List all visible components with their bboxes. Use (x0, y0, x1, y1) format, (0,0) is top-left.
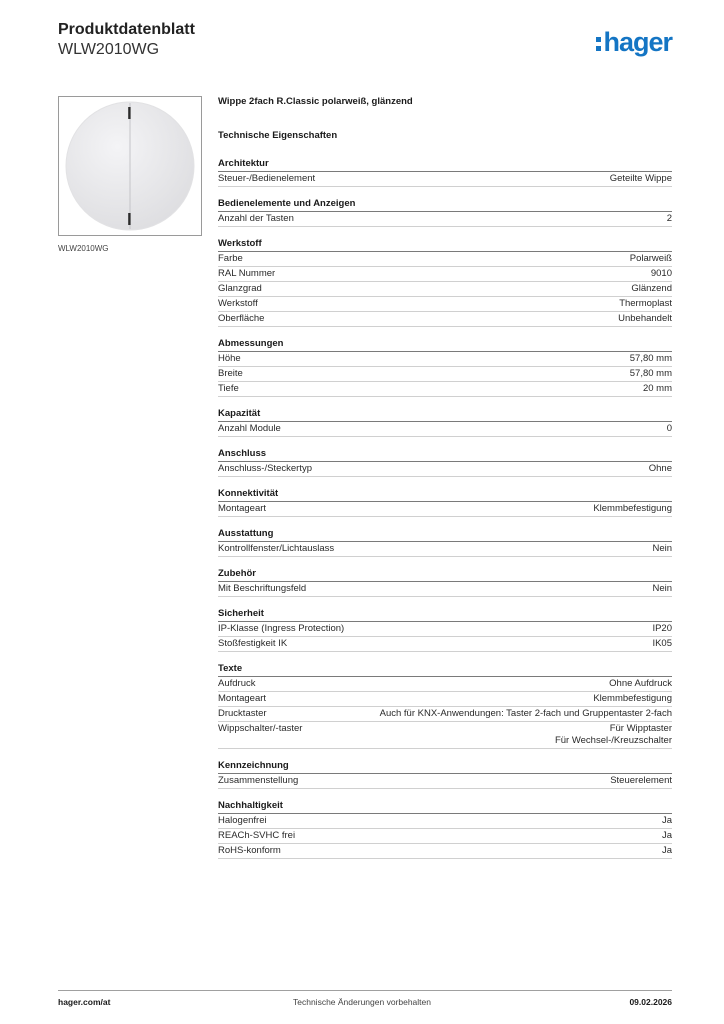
property-value (652, 543, 672, 555)
property-value-line: Für Wechsel-/Kreuzschalter (554, 735, 672, 746)
property-value (610, 775, 672, 787)
property-value-line: 0 (666, 423, 672, 434)
property-row (218, 462, 672, 477)
property-row (218, 312, 672, 327)
property-row (218, 829, 672, 844)
section-title: Nachhaltigkeit (218, 800, 672, 814)
property-row (218, 622, 672, 637)
properties-title: Technische Eigenschaften (218, 130, 338, 141)
property-value-line: IP20 (652, 623, 672, 634)
property-label: Steuer-/Bedienelement (218, 173, 316, 184)
property-value-line: Polarweiß (629, 253, 672, 264)
property-value (667, 423, 672, 435)
section-title: Kapazität (218, 408, 672, 422)
property-value-line: IK05 (652, 638, 672, 649)
property-label: Tiefe (218, 383, 239, 394)
property-label: Drucktaster (218, 708, 267, 719)
property-label: Montageart (218, 693, 267, 704)
property-label: Höhe (218, 353, 241, 364)
property-label: Breite (218, 368, 243, 379)
properties-list (218, 158, 672, 859)
section-title: Bedienelemente und Anzeigen (218, 198, 672, 212)
property-value (652, 638, 672, 650)
property-value-line: Ohne Aufdruck (609, 678, 672, 689)
property-value (662, 815, 672, 827)
property-value-line: Klemmbefestigung (593, 503, 672, 514)
section-title: Texte (218, 663, 672, 677)
property-label: Farbe (218, 253, 243, 264)
property-label: REACh-SVHC frei (218, 830, 296, 841)
property-value-line: Nein (652, 543, 672, 554)
property-row (218, 722, 672, 749)
property-value-line: 57,80 mm (629, 353, 672, 364)
property-value (651, 268, 672, 280)
property-label: RoHS-konform (218, 845, 281, 856)
footer-date: 09.02.2026 (629, 997, 672, 1007)
section (218, 800, 672, 859)
product-image (58, 96, 202, 236)
property-label: Mit Beschriftungsfeld (218, 583, 307, 594)
section (218, 158, 672, 187)
property-value (630, 368, 672, 380)
section-title: Werkstoff (218, 238, 672, 252)
product-name: Wippe 2fach R.Classic polarweiß, glänzend (218, 96, 413, 107)
section-title: Sicherheit (218, 608, 672, 622)
image-caption: WLW2010WG (58, 244, 109, 253)
property-label: Stoßfestigkeit IK (218, 638, 288, 649)
property-row (218, 367, 672, 382)
property-label: Glanzgrad (218, 283, 262, 294)
section (218, 608, 672, 652)
rocker-switch-icon (59, 97, 201, 235)
property-row (218, 707, 672, 722)
property-value (662, 830, 672, 842)
property-value-line: Ja (661, 830, 672, 841)
property-label: Werkstoff (218, 298, 258, 309)
property-value-line: Geteilte Wippe (609, 173, 672, 184)
property-row (218, 382, 672, 397)
property-value-line: Auch für KNX-Anwendungen: Taster 2-fach und Gruppentaster 2-fach (379, 708, 672, 719)
property-value-line: 9010 (650, 268, 672, 279)
section (218, 760, 672, 789)
property-row (218, 297, 672, 312)
property-value (631, 283, 672, 295)
property-value-line: Unbehandelt (618, 313, 672, 324)
property-label: Anschluss-/Steckertyp (218, 463, 312, 474)
property-value (593, 693, 672, 705)
property-value-line: Für Wipptaster (609, 723, 672, 734)
section (218, 663, 672, 749)
property-row (218, 352, 672, 367)
property-value (593, 503, 672, 515)
property-row (218, 774, 672, 789)
property-value (610, 173, 672, 185)
property-label: RAL Nummer (218, 268, 276, 279)
property-value (609, 678, 672, 690)
property-value (652, 583, 672, 595)
property-row (218, 267, 672, 282)
footer-notice: Technische Änderungen vorbehalten (293, 997, 431, 1007)
section-title: Kennzeichnung (218, 760, 672, 774)
property-label: Montageart (218, 503, 267, 514)
property-row (218, 677, 672, 692)
property-value (662, 845, 672, 857)
section-title: Zubehör (218, 568, 672, 582)
property-row (218, 212, 672, 227)
property-value-line: Ja (661, 845, 672, 856)
property-row (218, 637, 672, 652)
property-value (643, 383, 672, 395)
property-row (218, 282, 672, 297)
property-value (652, 623, 672, 635)
property-label: Halogenfrei (218, 815, 267, 826)
logo-colon-icon (596, 37, 601, 51)
product-details (218, 96, 672, 859)
property-row (218, 582, 672, 597)
section (218, 568, 672, 597)
property-value (667, 213, 672, 225)
section-title: Ausstattung (218, 528, 672, 542)
property-value-line: Ohne (648, 463, 672, 474)
property-value (618, 313, 672, 325)
hager-logo (596, 28, 672, 56)
logo-text: hager (603, 27, 672, 57)
property-label: Zusammenstellung (218, 775, 299, 786)
property-row (218, 172, 672, 187)
article-number: WLW2010WG (58, 41, 160, 58)
section-title: Anschluss (218, 448, 672, 462)
section-title: Abmessungen (218, 338, 672, 352)
property-row (218, 502, 672, 517)
document-header (58, 20, 195, 60)
property-row (218, 814, 672, 829)
section-title: Konnektivität (218, 488, 672, 502)
footer-website: hager.com/at (58, 997, 111, 1007)
property-label: Kontrollfenster/Lichtauslass (218, 543, 335, 554)
section (218, 408, 672, 437)
property-label: IP-Klasse (Ingress Protection) (218, 623, 345, 634)
property-label: Anzahl der Tasten (218, 213, 294, 224)
section (218, 338, 672, 397)
property-value (649, 463, 672, 475)
property-label: Aufdruck (218, 678, 256, 689)
property-value-line: Glänzend (631, 283, 672, 294)
section (218, 198, 672, 227)
property-row (218, 844, 672, 859)
section (218, 448, 672, 477)
property-value-line: Thermoplast (619, 298, 672, 309)
property-value (630, 253, 672, 265)
property-value (555, 723, 672, 747)
property-value-line: Nein (652, 583, 672, 594)
property-value-line: 2 (666, 213, 672, 224)
property-row (218, 692, 672, 707)
property-value-line: Ja (661, 815, 672, 826)
property-label: Anzahl Module (218, 423, 281, 434)
section (218, 238, 672, 327)
property-value (619, 298, 672, 310)
property-value-line: 57,80 mm (629, 368, 672, 379)
property-value (630, 353, 672, 365)
property-value-line: Steuerelement (610, 775, 672, 786)
section (218, 528, 672, 557)
document-title: Produktdatenblatt (58, 21, 195, 38)
property-label: Wippschalter/-taster (218, 723, 303, 734)
property-label: Oberfläche (218, 313, 265, 324)
section-title: Architektur (218, 158, 672, 172)
property-value-line: 20 mm (642, 383, 672, 394)
property-row (218, 542, 672, 557)
property-row (218, 422, 672, 437)
property-row (218, 252, 672, 267)
property-value-line: Klemmbefestigung (593, 693, 672, 704)
property-value (380, 708, 672, 720)
section (218, 488, 672, 517)
footer-divider (58, 990, 672, 991)
